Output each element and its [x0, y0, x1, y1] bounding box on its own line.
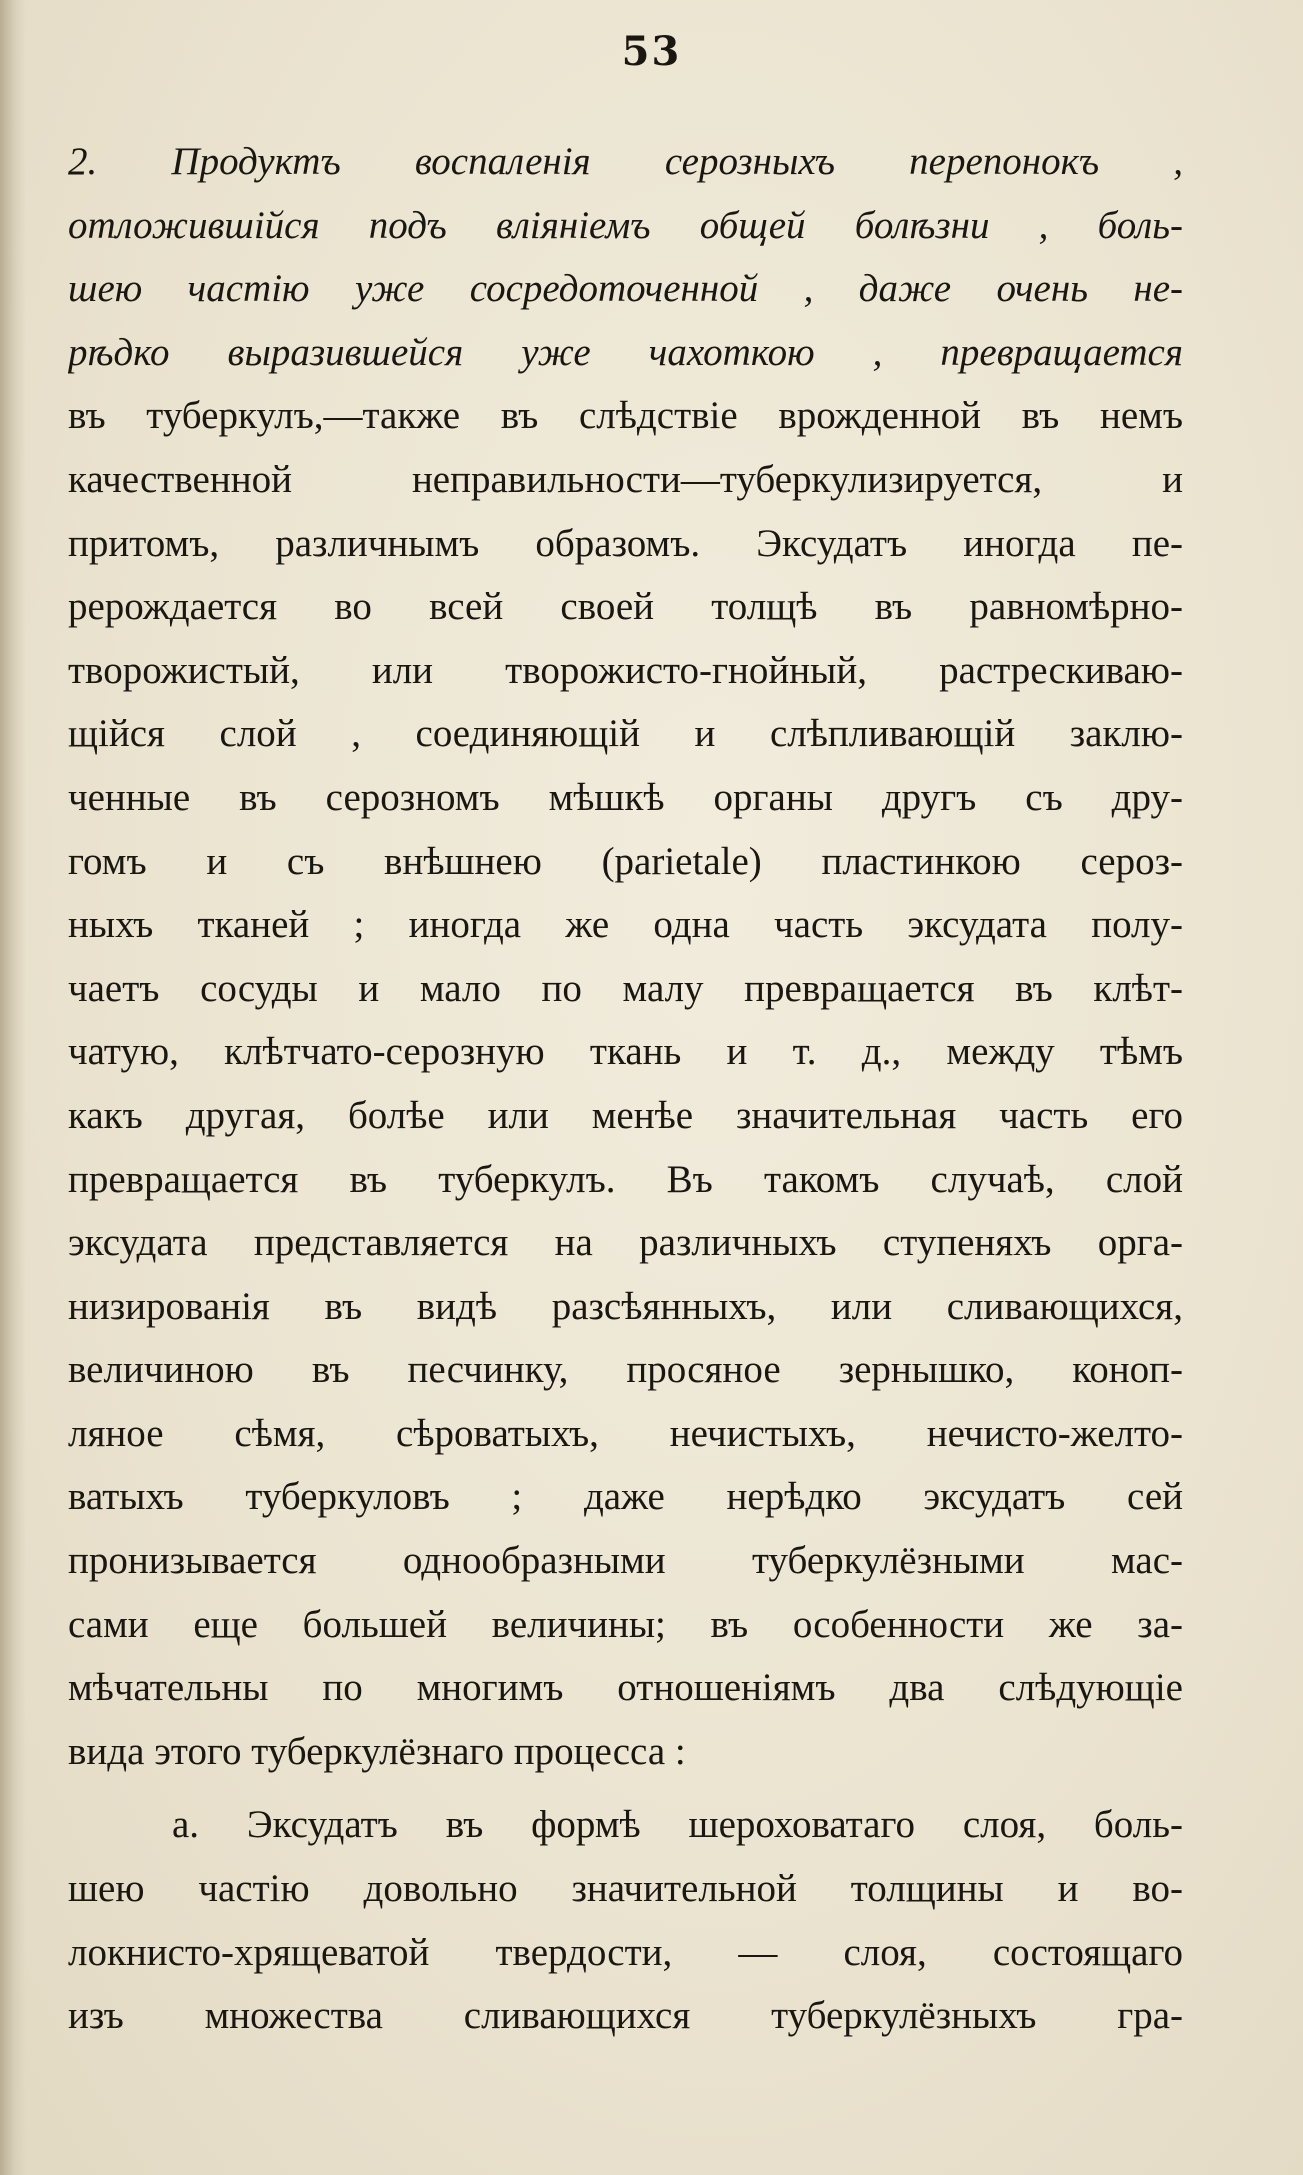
page-number: 53 — [621, 28, 682, 75]
text-line: въ туберкулъ,—также въ слѣдствіе врожденной въ немъ — [68, 394, 1183, 438]
text-line: ныхъ тканей ; иногда же одна часть эксудата полу- — [68, 903, 1183, 947]
text-line: чатую, клѣтчато-серозную ткань и т. д., между тѣмъ — [68, 1030, 1183, 1074]
text-line: вида этого туберкулёзнаго процесса : — [68, 1729, 686, 1773]
text-line: гомъ и съ внѣшнею (parietale) пластинкою сероз- — [68, 839, 1183, 883]
paragraph-2 — [68, 1793, 1183, 2047]
body-text — [68, 130, 1183, 2048]
text-line: а. Эксудатъ въ формѣ шероховатаго слоя, боль- — [172, 1803, 1183, 1847]
text-line: щійся слой , соединяющій и слѣпливающій заклю- — [68, 712, 1183, 756]
paragraph-1 — [68, 130, 1183, 1783]
text-line: чаетъ сосуды и мало по малу превращается въ клѣт- — [68, 966, 1183, 1010]
text-line: изъ множества сливающихся туберкулёзныхъ гра- — [68, 1994, 1183, 2038]
text-line: качественной неправильности—туберкулизируется, и — [68, 457, 1183, 501]
text-line: ченные въ серозномъ мѣшкѣ органы другъ съ дру- — [68, 775, 1183, 819]
text-line: сами еще большей величины; въ особенности же за- — [68, 1602, 1183, 1646]
text-line: низированія въ видѣ разсѣянныхъ, или сливающихся, — [68, 1284, 1183, 1328]
text-line: ватыхъ туберкуловъ ; даже нерѣдко эксудатъ сей — [68, 1475, 1183, 1519]
text-line: ляное сѣмя, сѣроватыхъ, нечистыхъ, нечисто-желто- — [68, 1411, 1183, 1455]
book-spine-shadow — [0, 0, 26, 2175]
text-line: локнисто-хрящеватой твердости, — слоя, состоящаго — [68, 1930, 1183, 1974]
text-line: мѣчательны по многимъ отношеніямъ два слѣдующіе — [68, 1666, 1183, 1710]
text-line: шею частію уже сосредоточенной , даже очень не- — [68, 267, 1183, 311]
text-line: отложившійся подъ вліяніемъ общей болѣзни , боль- — [68, 203, 1183, 247]
text-line: шею частію довольно значительной толщины и во- — [68, 1867, 1183, 1911]
text-line: эксудата представляется на различныхъ ступеняхъ орга- — [68, 1221, 1183, 1265]
text-line: рѣдко выразившейся уже чахоткою , превращается — [68, 330, 1183, 374]
text-line: 2. Продуктъ воспаленія серозныхъ перепонокъ , — [68, 140, 1183, 183]
text-line: рерождается во всей своей толщѣ въ равномѣрно- — [68, 585, 1183, 629]
text-line: величиною въ песчинку, просяное зернышко, коноп- — [68, 1348, 1183, 1392]
text-line: превращается въ туберкулъ. Въ такомъ случаѣ, слой — [68, 1157, 1183, 1201]
text-line: какъ другая, болѣе или менѣе значительная часть его — [68, 1093, 1183, 1137]
text-line: притомъ, различнымъ образомъ. Эксудатъ иногда пе- — [68, 521, 1183, 565]
paragraph-gap — [68, 1783, 1183, 1793]
text-line: творожистый, или творожисто-гнойный, растрескиваю- — [68, 648, 1183, 692]
text-line: пронизывается однообразными туберкулёзными мас- — [68, 1539, 1183, 1583]
